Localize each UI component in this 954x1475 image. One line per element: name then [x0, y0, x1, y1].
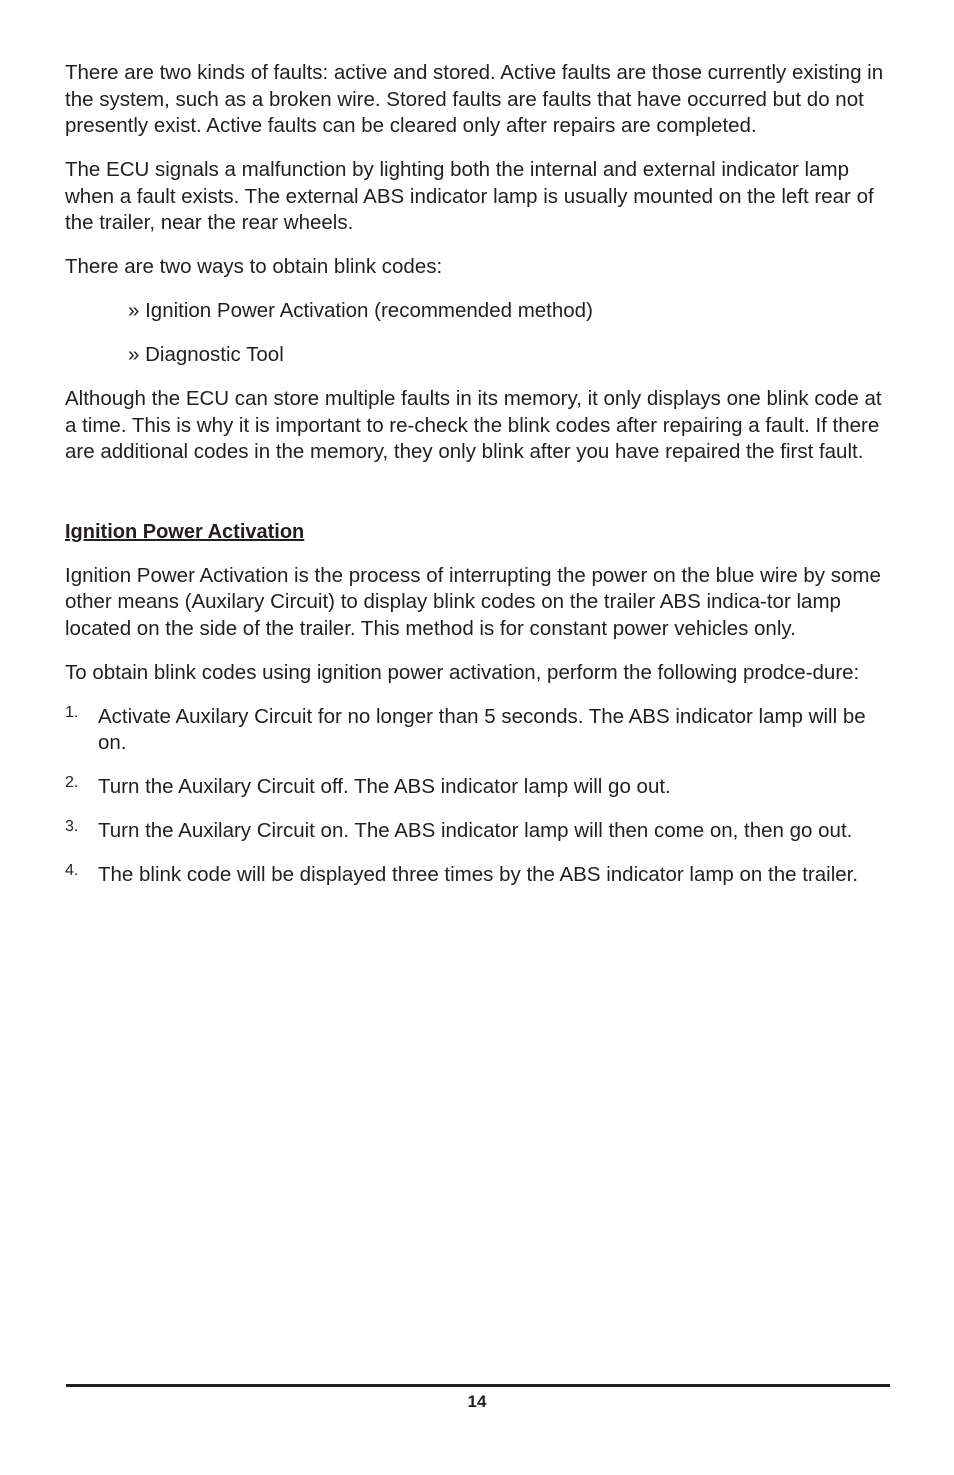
paragraph-blink-code-ways: There are two ways to obtain blink codes:	[65, 255, 443, 278]
step-text: Activate Auxilary Circuit for no longer than 5 seconds. The ABS indicator lamp will be on.	[98, 704, 866, 754]
list-item	[65, 774, 893, 801]
step-text: Turn the Auxilary Circuit off. The ABS indicator lamp will go out.	[98, 775, 671, 798]
list-item	[65, 862, 893, 889]
step-text: Turn the Auxilary Circuit on. The ABS indicator lamp will then come on, then go out.	[98, 819, 853, 842]
paragraph-ignition-definition: Ignition Power Activation is the process of interrupting the power on the blue wire by some other means (Auxilary Circuit) to display blink codes on the trailer ABS indica-tor lamp located on the side of the trailer. This method is for constant power vehicles only.	[65, 563, 881, 640]
section-heading: Ignition Power Activation	[65, 520, 305, 543]
bullet-ignition-power: » Ignition Power Activation (recommended method)	[128, 299, 593, 322]
paragraph-fault-types: There are two kinds of faults: active and stored. Active faults are those currently existing in the system, such as a broken wire. Stored faults are faults that have occurred but do not presently exist. Active faults can be cleared only after repairs are completed.	[65, 61, 884, 137]
step-number: 4.	[65, 862, 79, 879]
page-content	[65, 60, 893, 906]
footer-rule	[66, 1384, 890, 1387]
step-number: 2.	[65, 774, 79, 791]
step-number: 3.	[65, 818, 79, 835]
step-number: 1.	[65, 703, 79, 721]
paragraph-procedure-intro: To obtain blink codes using ignition power activation, perform the following prodce-dure:	[65, 660, 860, 684]
list-item	[65, 704, 893, 757]
page-number: 14	[467, 1392, 487, 1411]
bullet-diagnostic-tool: » Diagnostic Tool	[128, 343, 284, 366]
step-text: The blink code will be displayed three times by the ABS indicator lamp on the trailer.	[98, 863, 859, 886]
paragraph-ecu-signals: The ECU signals a malfunction by lighting both the internal and external indicator lamp when a fault exists. The external ABS indicator lamp is usually mounted on the left rear of the trailer, near the rear wheels.	[65, 158, 874, 234]
list-item	[65, 818, 893, 845]
paragraph-memory: Although the ECU can store multiple faults in its memory, it only displays one blink code at a time. This is why it is important to re-check the blink codes after repairing a fault. If there are additional codes in the memory, they only blink after you have repaired the first fault.	[65, 387, 882, 463]
